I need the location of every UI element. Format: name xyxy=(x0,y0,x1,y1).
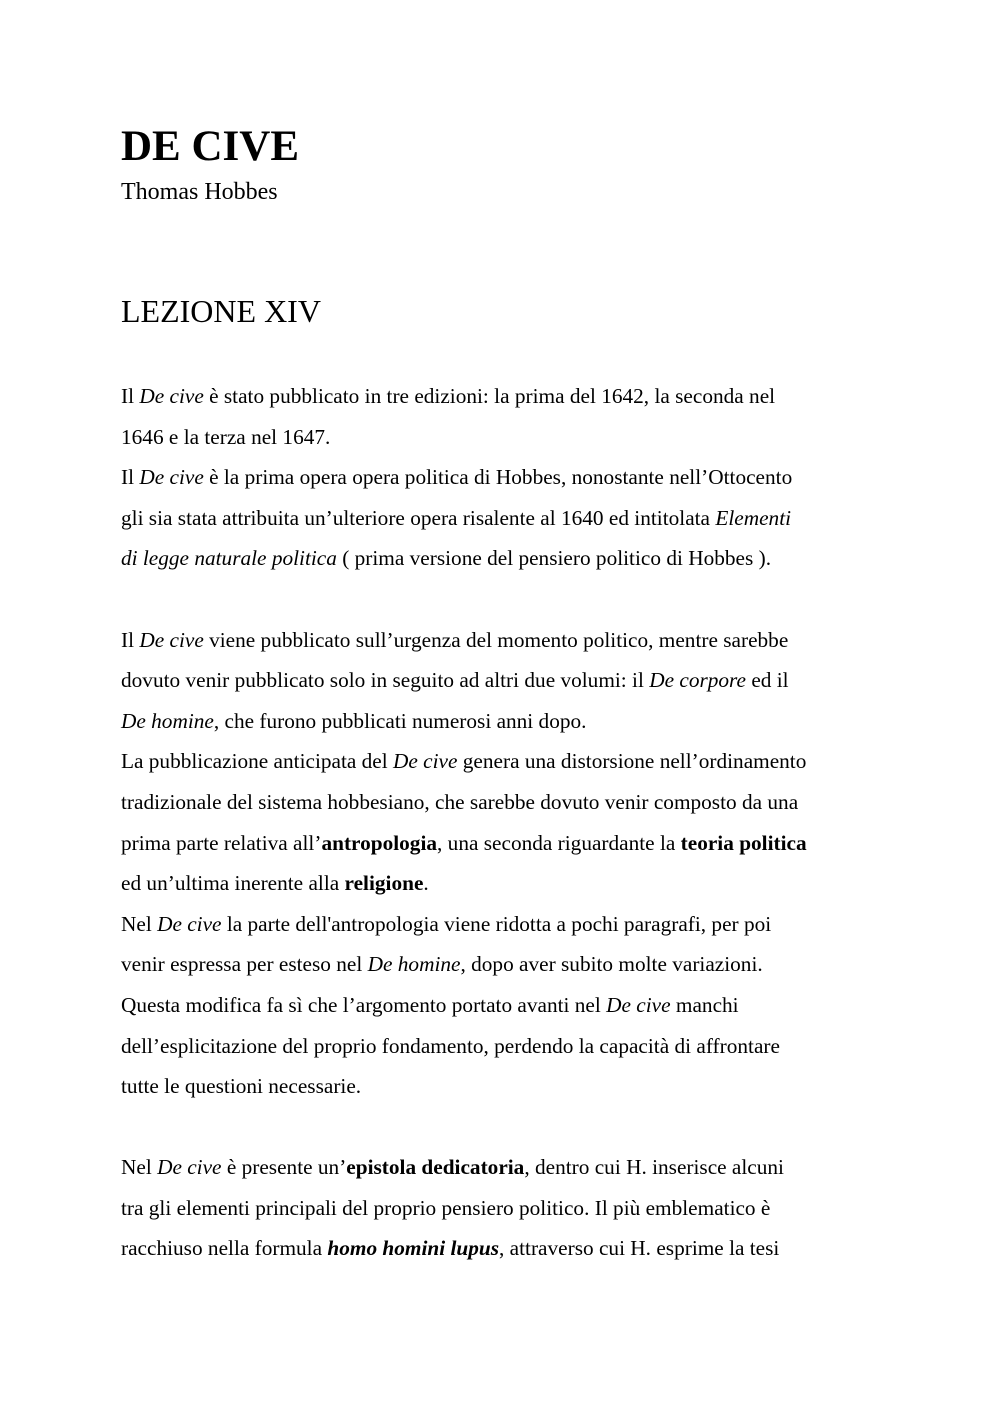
text-line: venir espressa per esteso nel De homine, dopo aver subito molte variazioni. xyxy=(121,952,763,977)
text-line: 1646 e la terza nel 1647. xyxy=(121,424,331,449)
work-title: De cive xyxy=(393,749,458,774)
document-author: Thomas Hobbes xyxy=(121,179,278,205)
work-title: De homine xyxy=(367,952,461,977)
text-line: gli sia stata attribuita un’ulteriore opera risalente al 1640 ed intitolata Elementi xyxy=(121,505,792,530)
work-title: De cive xyxy=(606,992,671,1017)
text-line: Il De cive viene pubblicato sull’urgenza del momento politico, mentre sarebbe xyxy=(121,627,789,652)
text-line: dell’esplicitazione del proprio fondamento, perdendo la capacità di affrontare xyxy=(121,1033,780,1058)
text-line: Il De cive è la prima opera opera politica di Hobbes, nonostante nell’Ottocento xyxy=(121,465,793,490)
work-title: De cive xyxy=(157,1155,222,1180)
text-line: prima parte relativa all’antropologia, una seconda riguardante la teoria politica xyxy=(121,830,807,855)
work-title: De cive xyxy=(139,627,204,652)
work-title: De cive xyxy=(139,384,204,408)
paragraph-spacer xyxy=(121,579,891,620)
work-title: De cive xyxy=(139,465,204,490)
text-line: Nel De cive la parte dell'antropologia viene ridotta a pochi paragrafi, per poi xyxy=(121,911,772,936)
key-formula: homo homini lupus xyxy=(327,1236,500,1261)
text-line: tutte le questioni necessarie. xyxy=(121,1074,362,1099)
text-line: De homine, che furono pubblicati numerosi anni dopo. xyxy=(121,708,587,733)
text-line: La pubblicazione anticipata del De cive genera una distorsione nell’ordinamento xyxy=(121,749,807,774)
work-title: di legge naturale politica xyxy=(121,546,337,571)
text-line: dovuto venir pubblicato solo in seguito ad altri due volumi: il De corpore ed il xyxy=(121,668,789,693)
work-title: De homine xyxy=(121,708,214,733)
text-line: tra gli elementi principali del proprio pensiero politico. Il più emblematico è xyxy=(121,1195,771,1220)
key-term: teoria politica xyxy=(680,830,807,855)
text-line: Nel De cive è presente un’epistola dedicatoria, dentro cui H. inserisce alcuni xyxy=(121,1155,784,1180)
text-line: Questa modifica fa sì che l’argomento portato avanti nel De cive manchi xyxy=(121,992,739,1017)
key-term: epistola dedicatoria xyxy=(346,1155,525,1180)
work-title: De corpore xyxy=(649,668,747,693)
key-term: antropologia xyxy=(321,830,438,855)
work-title: De cive xyxy=(157,911,222,936)
text-line: ed un’ultima inerente alla religione. xyxy=(121,871,429,896)
lesson-heading: LEZIONE XIV xyxy=(121,293,321,329)
document-body xyxy=(121,376,891,1269)
text-line: Il De cive è stato pubblicato in tre edizioni: la prima del 1642, la seconda nel xyxy=(121,384,776,408)
text-line: racchiuso nella formula homo homini lupus, attraverso cui H. esprime la tesi xyxy=(121,1236,780,1261)
text-line: di legge naturale politica ( prima versione del pensiero politico di Hobbes ). xyxy=(121,546,772,571)
paragraph-spacer xyxy=(121,1107,891,1148)
key-term: religione xyxy=(344,871,424,896)
text-line: tradizionale del sistema hobbesiano, che sarebbe dovuto venir composto da una xyxy=(121,789,799,814)
work-title: Elementi xyxy=(715,505,792,530)
document-title: DE CIVE xyxy=(121,123,300,170)
